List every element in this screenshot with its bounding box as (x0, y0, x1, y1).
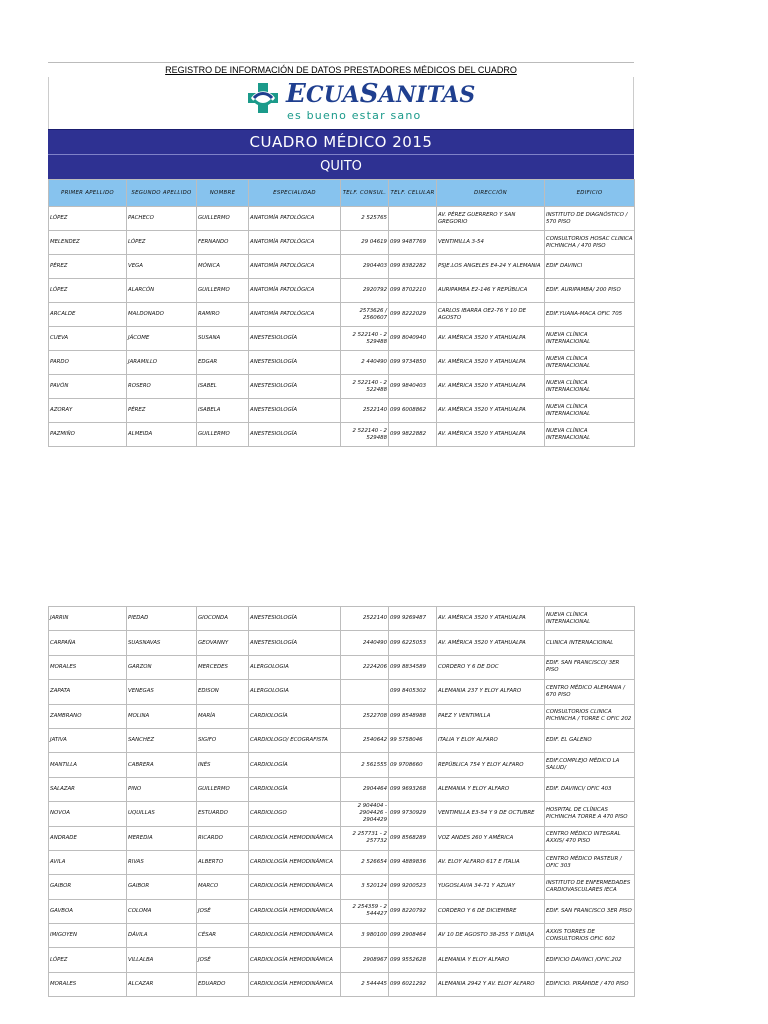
primer-apellido-cell: JARRIN (49, 607, 127, 631)
especialidad-cell: ANESTESIOLOGÍA (249, 327, 341, 351)
table-row (49, 777, 635, 801)
primer-apellido-cell: ZAMBRANO (49, 704, 127, 728)
table-row (49, 375, 635, 399)
edificio-cell: NUEVA CLÍNICA INTERNACIONAL (545, 375, 635, 399)
telf-consul-cell: 2 522140 - 2 529488 (341, 423, 389, 447)
direccion-cell: VOZ ANDES 260 Y AMÉRICA (437, 826, 545, 850)
telf-consul-cell: 2 561555 (341, 753, 389, 777)
nombre-cell: EDGAR (197, 351, 249, 375)
segundo-apellido-cell: RIVAS (127, 850, 197, 874)
telf-celular-cell: 099 9822882 (389, 423, 437, 447)
telf-celular-cell: 099 8222029 (389, 303, 437, 327)
edificio-cell: CONSULTORIOS HOSAC CLINICA PICHINCHA / 470 PISO (545, 231, 635, 255)
nombre-cell: MÓNICA (197, 255, 249, 279)
edificio-cell: AXXIS TORRES DE CONSULTORIOS OFIC 602 (545, 924, 635, 948)
primer-apellido-cell: JATIVA (49, 728, 127, 752)
direccion-cell: AURIPAMBA E2-146 Y REPÚBLICA (437, 279, 545, 303)
brand-wordmark: ECUASANITAS (286, 79, 476, 109)
primer-apellido-cell: PAZMIÑO (49, 423, 127, 447)
telf-celular-cell: 099 6225053 (389, 631, 437, 655)
segundo-apellido-cell: JARAMILLO (127, 351, 197, 375)
edificio-cell: INSTITUTO DE DIAGNÓSTICO / 570 PISO (545, 207, 635, 231)
nombre-cell: GIOCONDA (197, 607, 249, 631)
nombre-cell: INÉS (197, 753, 249, 777)
edificio-cell: NUEVA CLÍNICA INTERNACIONAL (545, 399, 635, 423)
especialidad-cell: ANESTESIOLOGÍA (249, 399, 341, 423)
column-header: DIRECCIÓN (437, 180, 545, 207)
segundo-apellido-cell: MALDONADO (127, 303, 197, 327)
especialidad-cell: ANESTESIOLOGÍA (249, 351, 341, 375)
direccion-cell: CARLOS IBARRA OE2-76 Y 10 DE AGOSTO (437, 303, 545, 327)
primer-apellido-cell: LÓPEZ (49, 207, 127, 231)
nombre-cell: MERCEDES (197, 655, 249, 679)
primer-apellido-cell: CARPAÑA (49, 631, 127, 655)
especialidad-cell: ANESTESIOLOGÍA (249, 631, 341, 655)
direccion-cell: AV. AMÉRICA 3520 Y ATAHUALPA (437, 351, 545, 375)
primer-apellido-cell: GAIBOR (49, 875, 127, 899)
direccion-cell: CORDERO Y 6 DE DOC (437, 655, 545, 679)
telf-celular-cell: 099 8405302 (389, 680, 437, 704)
primer-apellido-cell: MELENDEZ (49, 231, 127, 255)
nombre-cell: CÉSAR (197, 924, 249, 948)
edificio-cell: NUEVA CLÍNICA INTERNACIONAL (545, 351, 635, 375)
nombre-cell: ISABEL (197, 375, 249, 399)
telf-celular-cell: 099 8548988 (389, 704, 437, 728)
telf-celular-cell: 099 8834589 (389, 655, 437, 679)
direccion-cell: CORDERO Y 6 DE DICIEMBRE (437, 899, 545, 923)
logo-area (48, 77, 634, 129)
nombre-cell: MARÍA (197, 704, 249, 728)
direccion-cell: VENTIMILLA E3-54 Y 9 DE OCTUBRE (437, 802, 545, 826)
segundo-apellido-cell: PINO (127, 777, 197, 801)
direccion-cell: PSJE.LOS ANGELES E4-24 Y ALEMANIA (437, 255, 545, 279)
especialidad-cell: ANATOMÍA PATOLÓGICA (249, 279, 341, 303)
segundo-apellido-cell: LÓPEZ (127, 231, 197, 255)
column-header: ESPECIALIDAD (249, 180, 341, 207)
nombre-cell: ESTUARDO (197, 802, 249, 826)
sheet-page-2 (48, 606, 634, 997)
table-row (49, 899, 635, 923)
especialidad-cell: CARDIOLOGÍA HEMODINÁMICA (249, 972, 341, 996)
table-row (49, 948, 635, 972)
edificio-cell: EDIF.YUANA-MACA OFIC 705 (545, 303, 635, 327)
telf-consul-cell: 2440490 (341, 631, 389, 655)
primer-apellido-cell: PARDO (49, 351, 127, 375)
telf-consul-cell: 2 525765 (341, 207, 389, 231)
table-row (49, 327, 635, 351)
primer-apellido-cell: ZAPATA (49, 680, 127, 704)
telf-celular-cell: 09 9708660 (389, 753, 437, 777)
providers-table-1 (48, 179, 635, 447)
edificio-cell: INSTITUTO DE ENFERMEDADES CARDIOVASCULARES IECA (545, 875, 635, 899)
edificio-cell: CENTRO MÉDICO INTEGRAL AXXIS/ 470 PISO (545, 826, 635, 850)
segundo-apellido-cell: PIEDAD (127, 607, 197, 631)
primer-apellido-cell: LÓPEZ (49, 279, 127, 303)
telf-consul-cell: 2908967 (341, 948, 389, 972)
telf-celular-cell: 099 6008862 (389, 399, 437, 423)
segundo-apellido-cell: GAIBOR (127, 875, 197, 899)
telf-consul-cell: 2522140 (341, 399, 389, 423)
telf-consul-cell (341, 680, 389, 704)
table-row (49, 607, 635, 631)
edificio-cell: EDIF. SAN FRANCISCO 3ER PISO (545, 899, 635, 923)
segundo-apellido-cell: VENEGAS (127, 680, 197, 704)
nombre-cell: JOSÉ (197, 948, 249, 972)
nombre-cell: JOSÉ (197, 899, 249, 923)
providers-table-2 (48, 606, 635, 997)
primer-apellido-cell: AVILA (49, 850, 127, 874)
direccion-cell: ALEMANIA Y ELOY ALFARO (437, 777, 545, 801)
column-header: TELF. CONSUL. (341, 180, 389, 207)
table-row (49, 655, 635, 679)
telf-celular-cell: 099 9693268 (389, 777, 437, 801)
direccion-cell: AV. AMÉRICA 3520 Y ATAHUALPA (437, 327, 545, 351)
telf-celular-cell: 99 5758046 (389, 728, 437, 752)
segundo-apellido-cell: SUASNAVAS (127, 631, 197, 655)
direccion-cell: PAEZ Y VENTIMILLA (437, 704, 545, 728)
edificio-cell: NUEVA CLÍNICA INTERNACIONAL (545, 327, 635, 351)
telf-celular-cell: 099 8040940 (389, 327, 437, 351)
telf-celular-cell: 099 8568289 (389, 826, 437, 850)
especialidad-cell: CARDIOLOGO/ ECOGRAFISTA (249, 728, 341, 752)
direccion-cell: AV. AMÉRICA 3520 Y ATAHUALPA (437, 423, 545, 447)
direccion-cell: VENTIMILLA 3-54 (437, 231, 545, 255)
nombre-cell: EDUARDO (197, 972, 249, 996)
column-header: TELF. CELULAR (389, 180, 437, 207)
segundo-apellido-cell: ALCAZAR (127, 972, 197, 996)
brand-slogan: es bueno estar sano (287, 109, 422, 122)
segundo-apellido-cell: CABRERA (127, 753, 197, 777)
telf-consul-cell: 2573626 / 2560607 (341, 303, 389, 327)
table-row (49, 631, 635, 655)
nombre-cell: GUILLERMO (197, 279, 249, 303)
edificio-cell: CENTRO MÉDICO PASTEUR / OFIC 303 (545, 850, 635, 874)
nombre-cell: GUILLERMO (197, 207, 249, 231)
telf-celular-cell: 099 9269487 (389, 607, 437, 631)
telf-celular-cell: 099 8702210 (389, 279, 437, 303)
primer-apellido-cell: GAVBOA (49, 899, 127, 923)
segundo-apellido-cell: ALARCÓN (127, 279, 197, 303)
registry-caption (48, 62, 634, 77)
telf-consul-cell: 2224206 (341, 655, 389, 679)
direccion-cell: AV. AMÉRICA 3520 Y ATAHUALPA (437, 607, 545, 631)
nombre-cell: ISABELA (197, 399, 249, 423)
primer-apellido-cell: PÉREZ (49, 255, 127, 279)
edificio-cell: EDIF.COMPLEJO MÉDICO LA SALUD/ (545, 753, 635, 777)
table-row (49, 351, 635, 375)
column-header: EDIFICIO (545, 180, 635, 207)
segundo-apellido-cell: MEREDIA (127, 826, 197, 850)
edificio-cell: EDIFICIO. PIRÁMIDE / 470 PISO (545, 972, 635, 996)
telf-consul-cell: 2540642 (341, 728, 389, 752)
table-row (49, 924, 635, 948)
direccion-cell: ALEMANIA 237 Y ELOY ALFARO (437, 680, 545, 704)
table-row (49, 728, 635, 752)
telf-consul-cell: 2 544445 (341, 972, 389, 996)
primer-apellido-cell: MORALES (49, 655, 127, 679)
direccion-cell: ALEMANIA Y ELOY ALFARO (437, 948, 545, 972)
telf-celular-cell: 099 2908464 (389, 924, 437, 948)
table-row (49, 972, 635, 996)
edificio-cell: EDIF. DAVINCI/ OFIC 403 (545, 777, 635, 801)
telf-consul-cell: 2 257731 - 2 257732 (341, 826, 389, 850)
table-header-row (49, 180, 635, 207)
telf-celular-cell: 099 8220792 (389, 899, 437, 923)
telf-consul-cell: 2904403 (341, 255, 389, 279)
segundo-apellido-cell: UQUILLAS (127, 802, 197, 826)
segundo-apellido-cell: GARZON (127, 655, 197, 679)
telf-celular-cell: 099 4889836 (389, 850, 437, 874)
edificio-cell: EDIFICIO DAVINCI /OFIC.202 (545, 948, 635, 972)
direccion-cell: AV 10 DE AGOSTO 38-255 Y DIBUJA (437, 924, 545, 948)
primer-apellido-cell: ANDRADE (49, 826, 127, 850)
segundo-apellido-cell: SANCHEZ (127, 728, 197, 752)
telf-consul-cell: 2 904404 - 2904426 - 2904429 (341, 802, 389, 826)
especialidad-cell: ANESTESIOLOGÍA (249, 607, 341, 631)
table-row (49, 802, 635, 826)
edificio-cell: NUEVA CLÍNICA INTERNACIONAL (545, 607, 635, 631)
edificio-cell: CONSULTORIOS CLINICA PICHINCHA / TORRE C OFIC 202 (545, 704, 635, 728)
direccion-cell: ITALIA Y ELOY ALFARO (437, 728, 545, 752)
direccion-cell: AV. AMÉRICA 3520 Y ATAHUALPA (437, 399, 545, 423)
especialidad-cell: ANATOMÍA PATOLÓGICA (249, 255, 341, 279)
edificio-cell: EDIF. SAN FRANCISCO/ 3ER PISO (545, 655, 635, 679)
table-row (49, 826, 635, 850)
telf-consul-cell: 2904464 (341, 777, 389, 801)
nombre-cell: GEOVANNY (197, 631, 249, 655)
sheet-page-1 (48, 62, 634, 447)
telf-consul-cell: 2 440490 (341, 351, 389, 375)
ecuasanitas-cross-icon (245, 81, 281, 115)
nombre-cell: GUILLERMO (197, 423, 249, 447)
especialidad-cell: CARDIOLOGÍA HEMODINÁMICA (249, 948, 341, 972)
primer-apellido-cell: ARCALDE (49, 303, 127, 327)
nombre-cell: FERNANDO (197, 231, 249, 255)
telf-consul-cell: 2 526654 (341, 850, 389, 874)
table-row (49, 850, 635, 874)
nombre-cell: ALBERTO (197, 850, 249, 874)
telf-celular-cell: 099 9730929 (389, 802, 437, 826)
especialidad-cell: ANATOMÍA PATOLÓGICA (249, 303, 341, 327)
table-row (49, 279, 635, 303)
edificio-cell: EDIF DAVINCI (545, 255, 635, 279)
telf-celular-cell: 099 8382282 (389, 255, 437, 279)
telf-celular-cell: 099 9200523 (389, 875, 437, 899)
especialidad-cell: CARDIOLOGÍA HEMODINÁMICA (249, 875, 341, 899)
table-row (49, 303, 635, 327)
especialidad-cell: ANESTESIOLOGÍA (249, 375, 341, 399)
direccion-cell: AV. AMÉRICA 3520 Y ATAHUALPA (437, 631, 545, 655)
telf-celular-cell: 099 9552628 (389, 948, 437, 972)
telf-consul-cell: 2 522140 - 2 529488 (341, 327, 389, 351)
segundo-apellido-cell: PACHECO (127, 207, 197, 231)
table-row (49, 704, 635, 728)
table-row (49, 399, 635, 423)
primer-apellido-cell: SALAZAR (49, 777, 127, 801)
table-row (49, 423, 635, 447)
especialidad-cell: CARDIOLOGO (249, 802, 341, 826)
telf-consul-cell: 2522708 (341, 704, 389, 728)
segundo-apellido-cell: VILLALBA (127, 948, 197, 972)
direccion-cell: AV. PÉREZ GUERRERO Y SAN GREGORIO (437, 207, 545, 231)
telf-celular-cell: 099 9734850 (389, 351, 437, 375)
table-row (49, 231, 635, 255)
telf-consul-cell: 3 520124 (341, 875, 389, 899)
table-row (49, 207, 635, 231)
primer-apellido-cell: MORALES (49, 972, 127, 996)
primer-apellido-cell: PAVÓN (49, 375, 127, 399)
primer-apellido-cell: CUEVA (49, 327, 127, 351)
segundo-apellido-cell: VEGA (127, 255, 197, 279)
segundo-apellido-cell: ROSERO (127, 375, 197, 399)
column-header: SEGUNDO APELLIDO (127, 180, 197, 207)
telf-celular-cell (389, 207, 437, 231)
segundo-apellido-cell: COLOMA (127, 899, 197, 923)
telf-celular-cell: 099 9487769 (389, 231, 437, 255)
especialidad-cell: ALERGOLOGIA (249, 680, 341, 704)
edificio-cell: CENTRO MÉDICO ALEMANIA / 670 PISO (545, 680, 635, 704)
segundo-apellido-cell: DÁVILA (127, 924, 197, 948)
especialidad-cell: ANATOMÍA PATOLÓGICA (249, 207, 341, 231)
segundo-apellido-cell: ALMEIDA (127, 423, 197, 447)
edificio-cell: NUEVA CLÍNICA INTERNACIONAL (545, 423, 635, 447)
registry-caption-text: REGISTRO DE INFORMACIÓN DE DATOS PRESTADORES MÉDICOS DEL CUADRO (165, 65, 517, 75)
direccion-cell: AV. AMÉRICA 3520 Y ATAHUALPA (437, 375, 545, 399)
edificio-cell: CLINICA INTERNACIONAL (545, 631, 635, 655)
city-heading: QUITO (48, 154, 634, 179)
table-row (49, 875, 635, 899)
nombre-cell: MARCO (197, 875, 249, 899)
especialidad-cell: CARDIOLOGÍA (249, 777, 341, 801)
primer-apellido-cell: AZORAY (49, 399, 127, 423)
direccion-cell: REPÚBLICA 754 Y ELOY ALFARO (437, 753, 545, 777)
especialidad-cell: CARDIOLOGÍA (249, 753, 341, 777)
direccion-cell: YUGOSLAVIA 34-71 Y AZUAY (437, 875, 545, 899)
telf-consul-cell: 2522140 (341, 607, 389, 631)
table-row (49, 255, 635, 279)
edificio-cell: EDIF. AURIPAMBA/ 200 PISO (545, 279, 635, 303)
especialidad-cell: CARDIOLOGÍA HEMODINÁMICA (249, 826, 341, 850)
primer-apellido-cell: LÓPEZ (49, 948, 127, 972)
telf-celular-cell: 099 6021292 (389, 972, 437, 996)
direccion-cell: ALEMANIA 2942 Y AV. ELOY ALFARO (437, 972, 545, 996)
table-row (49, 680, 635, 704)
edificio-cell: HOSPITAL DE CLÍNICAS PICHINCHA TORRE A 470 PISO (545, 802, 635, 826)
especialidad-cell: CARDIOLOGÍA HEMODINÁMICA (249, 899, 341, 923)
nombre-cell: GUILLERMO (197, 777, 249, 801)
table-row (49, 753, 635, 777)
nombre-cell: RAMIRO (197, 303, 249, 327)
column-header: PRIMER APELLIDO (49, 180, 127, 207)
primer-apellido-cell: MANTILLA (49, 753, 127, 777)
nombre-cell: SIGIFO (197, 728, 249, 752)
segundo-apellido-cell: PÉREZ (127, 399, 197, 423)
edificio-cell: EDIF. EL GALENO (545, 728, 635, 752)
segundo-apellido-cell: MOLINA (127, 704, 197, 728)
segundo-apellido-cell: JÁCOME (127, 327, 197, 351)
telf-consul-cell: 2 254359 - 2 544427 (341, 899, 389, 923)
especialidad-cell: ALERGOLOGIA (249, 655, 341, 679)
nombre-cell: RICARDO (197, 826, 249, 850)
especialidad-cell: ANESTESIOLOGÍA (249, 423, 341, 447)
telf-consul-cell: 2 522140 - 2 522488 (341, 375, 389, 399)
especialidad-cell: CARDIOLOGÍA HEMODINÁMICA (249, 850, 341, 874)
especialidad-cell: CARDIOLOGÍA (249, 704, 341, 728)
nombre-cell: SUSANA (197, 327, 249, 351)
telf-celular-cell: 099 9840403 (389, 375, 437, 399)
page-title: CUADRO MÉDICO 2015 (48, 129, 634, 154)
direccion-cell: AV. ELOY ALFARO 617 E ITALIA (437, 850, 545, 874)
especialidad-cell: ANATOMÍA PATOLÓGICA (249, 231, 341, 255)
nombre-cell: EDISON (197, 680, 249, 704)
especialidad-cell: CARDIOLOGÍA HEMODINÁMICA (249, 924, 341, 948)
telf-consul-cell: 29 04619 (341, 231, 389, 255)
primer-apellido-cell: NOVOA (49, 802, 127, 826)
primer-apellido-cell: IMIGOYEN (49, 924, 127, 948)
telf-consul-cell: 3 980100 (341, 924, 389, 948)
column-header: NOMBRE (197, 180, 249, 207)
telf-consul-cell: 2920792 (341, 279, 389, 303)
